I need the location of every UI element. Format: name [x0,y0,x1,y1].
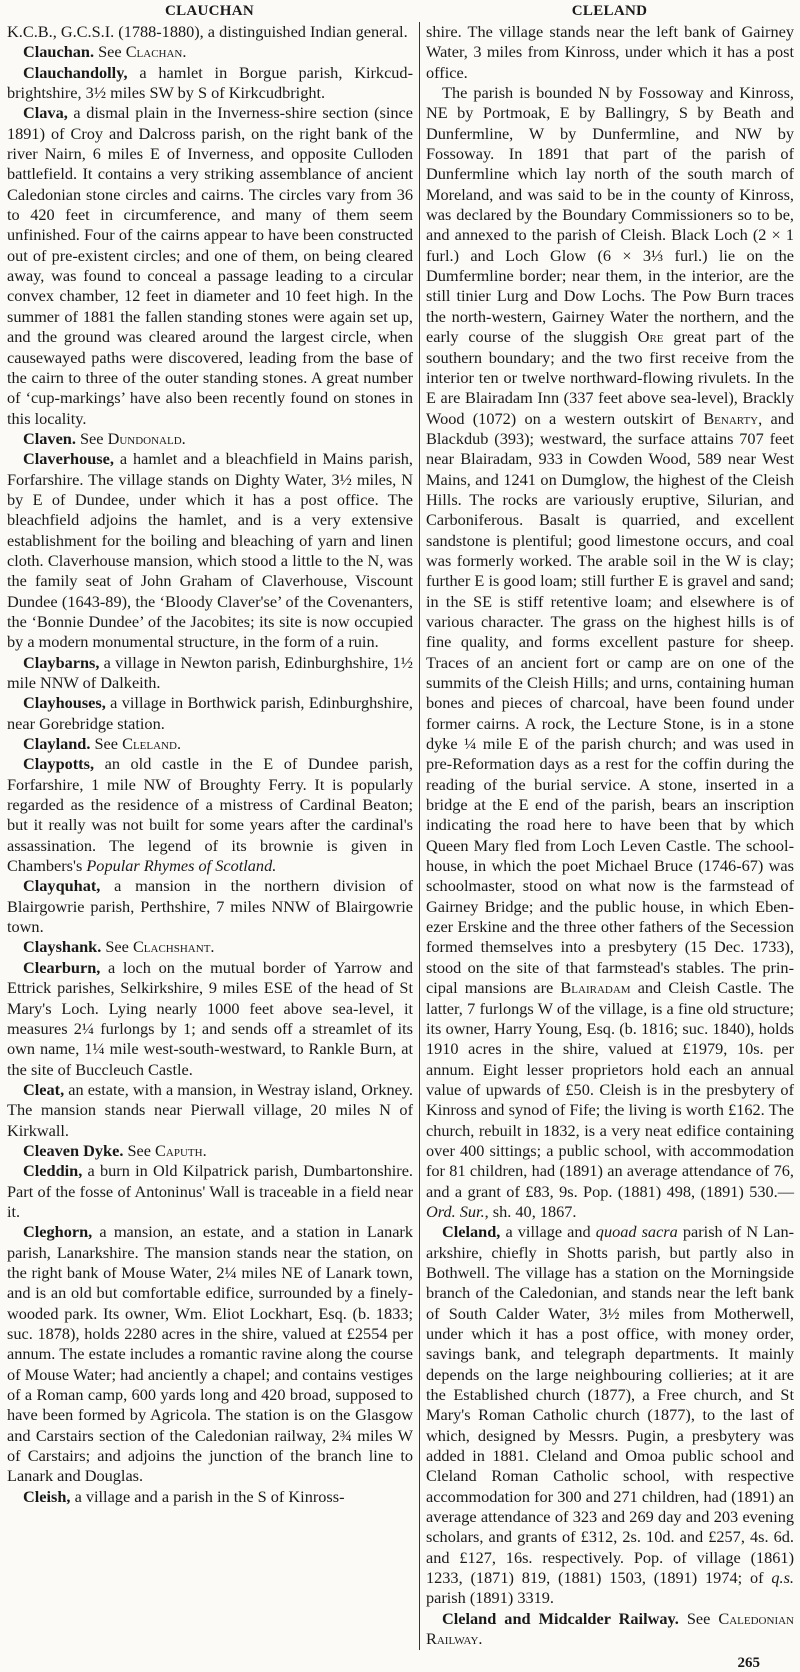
entry-headword: Clauchandolly, [23,62,128,82]
gazetteer-entry [7,1487,413,1507]
gazetteer-entry [426,1609,794,1650]
gazetteer-entry [7,42,413,62]
entry-headword: Clayshank. [23,937,102,957]
italic-text: q.s. [771,1568,794,1588]
entry-text: , and Blackdub (393); westward, the surface attains 707 feet near Blairadam, 933 in Cowden Wood, 589 near West Mains, and 1241 on Dumglow, the highest of the Cleish Hills. The rocks are variously eruptive, Silurian, and Carboniferous. Basalt is quarried, and excellent sandstone is plentiful; good limestone occurs, and coal was formerly worked. The arable soil in the W is clay; further E is good loam; still further E is gravel and sand; in the SE is stiff retentive loam; and elsewhere is of various character. The grass on the highest hills is of fine quality, and forms excellent pasture for sheep. Traces of an ancient fort or camp are on one of the summits of the Cleish Hills; and urns, containing human bones and pieces of charcoal, have been found under former cairns. A rock, the Lecture Stone, is in a stone dyke ¼ mile E of the parish church; and was used in pre-Reformation days as a rest for the coffin during the reading of the burial service. A stone, inserted in a bridge at the E end of the parish, bears an inscription indicating the road here to have been that by which Queen Mary fled from Loch Leven Castle. The schoolhouse, in which the poet Michael Bruce (1746-67) was schoolmaster, stood on what now is the farmstead of Gairney Bridge; and the public house, in which Ebenezer Erskine and the three other fathers of the Secession formed themselves into a presbytery (15 Dec. 1733), stood on the site of that farmstead's stables. The principal mansions are [426,408,794,998]
cross-reference: Clachan [125,42,183,62]
cross-reference: Ore [637,327,664,347]
entry-text: The parish is bounded N by Fossoway and Kinross, NE by Portmoak, E by Ballingry, S by Beath and Dunfermline, W by Dunfermline, and NW by Fossoway. In 1891 that part of the parish of Dunfermline which lay north of the south march of Moreland, and was said to be in the county of Kinross, was declared by the Boundary Commissioners so to be, and annexed to the parish of Cleish. Black Loch (2 × 1 furl.) and Loch Glow (6 × 3⅓ furl.) lie on the Dumfermline border; near them, in the interior, are the still tinier Lurg and Dow Lochs. The Pow Burn traces the north-western, Gairney Water the northern, and the early course of the sluggish [426,83,794,347]
gazetteer-entry [426,1222,794,1609]
gazetteer-entry [7,103,413,429]
entry-text: a village and a parish in the S of Kinross- [70,1486,345,1506]
right-column [419,22,794,1650]
cross-reference: Benarty [703,408,759,428]
entry-text: . [210,937,215,957]
gazetteer-entry [426,83,794,1222]
running-heads [0,0,800,22]
entry-text: a village in Borthwick parish, Edinburghshire, near Gorebridge station. [7,693,413,733]
entry-headword: Clayquhat, [23,876,101,896]
entry-text: . [202,1140,207,1160]
gazetteer-entry [7,958,413,1080]
gazetteer-entry [426,22,794,83]
entry-text: K.C.B., G.C.S.I. (1788-1880), a distinguished Indian general. [7,22,408,41]
cross-reference: Caputh [155,1140,203,1160]
cross-reference: Caledonian Railway [426,1608,794,1649]
entry-headword: Clayhouses, [23,693,106,713]
gazetteer-entry [7,1161,413,1222]
entry-text: and Cleish Castle. The latter, 7 furlongs W of the village, is a fine old structure; its owner, Harry Young, Esq. (b. 1816; suc. 1840), holds 1910 acres in the shire, valued at £1979, 10s. per annum. Eight lesser proprietors hold each an annual value of upwards of £50. Cleish is in the presbytery of Kinross and synod of Fife; the living is worth £162. The church, rebuilt in 1832, is a very neat edifice containing over 400 sittings; a public school, with accommodation for 81 children, had (1891) an average attendance of 76, and a grant of £83, 9s. Pop. (1881) 498, (1891) 530.— [426,978,794,1201]
entry-headword: Cleland and Midcalder Railway. [442,1608,679,1628]
running-head-left: CLAUCHAN [164,3,255,19]
running-head-right: CLELAND [571,3,648,19]
entry-headword: Claybarns, [23,652,100,672]
entry-headword: Cleddin, [23,1161,83,1181]
entry-text: parish of N Lanarkshire, chiefly in Shotts parish, but partly also in Bothwell. The village has a station on the Morningside branch of the Caledonian, and stands near the left bank of South Calder Water, 3½ miles from Motherwell, under which it has a post office, with money order, savings bank, and telegraph departments. It mainly depends on the large neighbouring collieries; at it are the Established church (1877), a Free church, and St Mary's Roman Catholic church (1877), to the last of which, designed by Messrs. Pugin, a presbytery was added in 1881. Cleland and Omoa public school and Cleland Roman Catholic school, with respective accommodation for 300 and 271 children, had (1891) an average attendance of 323 and 269 day and 203 evening scholars, and grants of £312, 2s. 10d. and £257, 4s. 6d. and £127, 16s. respectively. Pop. of village (1861) 1233, (1871) 819, (1881) 1503, (1891) 1974; of [426,1222,795,1588]
entry-text: See [678,1608,719,1628]
entry-text: See [90,734,123,754]
gazetteer-entry [7,876,413,937]
cross-reference: Dundonald [107,428,182,448]
entry-headword: Cleland, [442,1222,501,1242]
italic-text: quoad sacra [595,1222,678,1242]
italic-text: Ord. Sur. [426,1201,485,1221]
entry-text: a village in Newton parish, Edinburghshire, 1½ mile NNW of Dalkeith. [7,652,413,692]
cross-reference: Cleland [122,734,177,754]
entry-text: . [181,428,186,448]
gazetteer-entry [7,1080,413,1141]
left-column [7,22,419,1507]
gazetteer-entry [7,754,413,876]
page-number: 265 [737,1654,760,1671]
entry-text: parish (1891) 3319. [426,1588,554,1608]
gazetteer-entry [7,429,413,449]
entry-text: a village and [500,1222,596,1242]
entry-text: an estate, with a mansion, in Westray island, Orkney. The mansion stands near Pierwall village, 20 miles N of Kirkwall. [7,1079,413,1140]
gazetteer-entry [7,653,413,694]
entry-headword: Claverhouse, [23,449,114,469]
gazetteer-entry [7,734,413,754]
entry-text: an old castle in the E of Dundee parish, Forfarshire, 1 mile NW of Broughty Ferry. It is popularly regarded as the residence of a mistress of Cardinal Beaton; but it really was not built for some years after the cardinal's assassination. The legend of its brownie is given in Chambers's [7,754,413,876]
italic-text: Popular Rhymes of Scotland. [86,856,277,876]
entry-text: a mansion, an estate, and a station in Lanark parish, Lanarkshire. The mansion stands near the station, on the right bank of Mouse Water, 2¼ miles NE of Lanark town, and is an old but comfortable edifice, surrounded by a finely-wooded park. Its owner, Wm. Eliot Lockhart, Esq. (b. 1833; suc. 1878), holds 2280 acres in the shire, valued at £2554 per annum. The estate includes a romantic ravine along the course of Mouse Water; had anciently a chapel; and contains vestiges of a Roman camp, 600 yards long and 420 broad, supposed to have been formed by Agricola. The station is on the Glasgow and Carstairs section of the Caledonian railway, 2¾ miles W of Carstairs; and adjoins the junction of the branch line to Lanark and Douglas. [7,1222,413,1486]
entry-text: a hamlet in Borgue parish, Kirkcudbrightshire, 3½ miles SW by S of Kirkcudbright. [7,62,413,103]
entry-text: See [123,1140,156,1160]
entry-text: , sh. 40, 1867. [484,1201,577,1221]
entry-text: . [176,734,182,754]
entry-text: shire. The village stands near the left bank of Gairney Water, 3 miles from Kinross, under which it has a post office. [426,22,794,82]
entry-text: a mansion in the northern division of Blairgowrie parish, Perthshire, 7 miles NNW of Blairgowrie town. [7,876,413,937]
entry-text: See [101,937,133,957]
gazetteer-entry [7,63,413,104]
entry-headword: Cleghorn, [23,1222,93,1242]
gazetteer-entry [7,1222,413,1486]
entry-text: . [182,42,187,62]
entry-headword: Claven. [23,428,76,448]
entry-text: a hamlet and a bleachfield in Mains parish, Forfarshire. The village stands on Dighty Water, 3½ miles, N by E of Dundee, under which it has a post office. The bleachfield adjoins the hamlet, and is a very extensive establishment for the boiling and bleaching of yarn and linen cloth. Claverhouse mansion, which stood a little to the N, was the family seat of John Graham of Claverhouse, Viscount Dundee (1643-89), the ‘Bloody Claver'se’ of the Covenanters, the ‘Bonnie Dundee’ of the Jacobites; its site is now occupied by a modern monumental structure, in the form of a ruin. [7,449,413,652]
entry-headword: Cleat, [23,1079,65,1099]
entry-headword: Cleaven Dyke. [23,1140,124,1160]
entry-headword: Cleish, [23,1486,71,1506]
gazetteer-entry [7,449,413,652]
entry-text: See [75,428,108,448]
cross-reference: Blairadam [560,978,631,998]
entry-headword: Clearburn, [23,957,101,977]
gazetteer-entry [7,937,413,957]
entry-headword: Clauchan. [23,42,95,62]
entry-text: a burn in Old Kilpatrick parish, Dumbartonshire. Part of the fosse of Antoninus' Wall is traceable in a field near it. [7,1161,413,1221]
gazetteer-entry [7,1141,413,1161]
entry-headword: Claypotts, [23,754,95,774]
entry-text: a loch on the mutual border of Yarrow and Ettrick parishes, Selkirkshire, 9 miles ESE of the head of St Mary's Loch. Lying nearly 1000 feet above sea-level, it measures 2¼ furlongs by 1; and sends off a streamlet of its own name, 1¼ mile west-south-westward, to Rankle Burn, at the site of Buccleuch Castle. [7,957,413,1079]
gazetteer-entry [7,693,413,734]
entry-text: . [478,1629,483,1649]
columns [0,22,800,1650]
cross-reference: Clachshant [132,937,211,957]
entry-headword: Clayland. [23,734,91,754]
entry-headword: Clava, [23,103,68,123]
gazetteer-entry [7,22,413,42]
entry-text: great part of the southern boundary; and the two first receive from the interior ten or twelve northward-flowing rivulets. In the E are Blairadam Inn (337 feet above sea-level), Brackly Wood (1072) on a western outskirt of [426,327,794,428]
entry-text: a dismal plain in the Inverness-shire section (since 1891) of Croy and Dalcross parish, on the right bank of the river Nairn, 6 miles E of Inverness, and opposite Culloden battlefield. It contains a very striking assemblance of ancient Caledonian stone circles and cairns. The circles vary from 36 to 420 feet in circumference, and many of them seem unfinished. Four of the cairns appear to have been constructed out of pre-existent circles; and one of them, on being cleared away, was found to conceal a passage leading to a circular convex chamber, 12 feet in diameter and 10 feet high. In the summer of 1881 the fallen standing stones were again set up, and the ground was cleared around the largest circle, when causewayed paths were discovered, leading from the base of the cairn to three of the outer standing stones. A great number of ‘cup-markings’ have also been recently found on stones in this locality. [7,103,413,428]
entry-text: See [94,42,126,62]
